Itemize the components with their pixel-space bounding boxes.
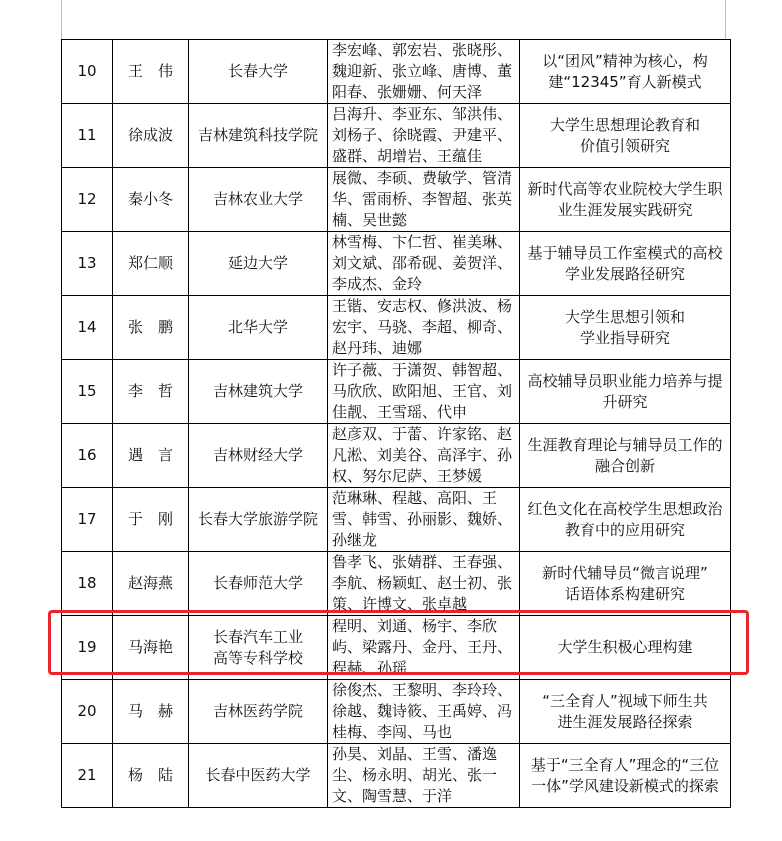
project-title-cell [520,104,731,168]
institution-cell-line: 延边大学 [227,254,288,272]
project-title-cell-line: 进生涯发展路径探索 [557,712,693,731]
institution-cell-line: 吉林建筑科技学院 [197,126,318,144]
team-members-cell: 徐俊杰、王黎明、李玲玲、徐越、魏诗筱、王禹婷、冯桂梅、李闯、马也 [328,680,520,744]
team-members-cell: 鲁孝飞、张婧群、王春强、李航、杨颖虹、赵士初、张策、许博文、张卓越 [328,552,520,616]
leader-name-cell: 张 鹏 [113,296,189,360]
project-table-body [62,40,731,808]
leader-name-cell: 徐成波 [113,104,189,168]
institution-cell-line: 长春大学 [227,62,288,80]
institution-cell-line: 吉林建筑大学 [212,382,303,400]
institution-cell [189,616,328,680]
leader-name-cell: 马海艳 [113,616,189,680]
row-number-cell: 15 [62,360,113,424]
project-title-cell-line: 基于辅导员工作室模式的高校学业发展路径研究 [527,243,723,283]
leader-name-cell: 于 刚 [113,488,189,552]
project-title-cell-line: 基于“三全育人”理念的“三位一体”学风建设新模式的探索 [530,755,720,795]
project-title-cell-line: 红色文化在高校学生思想政治教育中的应用研究 [527,499,723,539]
table-row [62,488,731,552]
project-title-cell [520,232,731,296]
institution-cell [189,232,328,296]
team-members-cell: 王锴、安志权、修洪波、杨宏宇、马骁、李超、柳奇、赵丹玮、迪娜 [328,296,520,360]
table-row [62,40,731,104]
institution-cell-line: 吉林财经大学 [212,446,303,464]
row-number-cell: 21 [62,744,113,808]
project-title-cell-line: 新时代高等农业院校大学生职业生涯发展实践研究 [527,179,723,219]
project-title-cell-line: 大学生思想理论教育和 [549,115,700,134]
table-row [62,232,731,296]
project-title-cell [520,168,731,232]
team-members-cell: 李宏峰、郭宏岩、张晓彤、魏迎新、张立峰、唐博、董阳春、张姗姗、何天泽 [328,40,520,104]
leader-name-cell: 遇 言 [113,424,189,488]
institution-cell [189,40,328,104]
institution-cell [189,168,328,232]
table-row [62,168,731,232]
leader-name-cell: 王 伟 [113,40,189,104]
row-number-cell: 17 [62,488,113,552]
table-row [62,744,731,808]
row-number-cell: 14 [62,296,113,360]
project-title-cell-line: 价值引领研究 [579,136,670,155]
table-row [62,360,731,424]
institution-cell [189,744,328,808]
project-title-cell [520,616,731,680]
project-title-cell [520,680,731,744]
institution-cell-line: 长春大学旅游学院 [197,510,318,528]
project-title-cell [520,296,731,360]
institution-cell-line: 长春师范大学 [212,574,303,592]
row-number-cell: 16 [62,424,113,488]
institution-cell [189,296,328,360]
row-number-cell: 12 [62,168,113,232]
team-members-cell: 赵彦双、于蕾、许家铭、赵凡淞、刘美谷、高泽宇、孙权、努尔尼萨、王梦媛 [328,424,520,488]
leader-name-cell: 郑仁顺 [113,232,189,296]
team-members-cell: 展微、李硕、费敏学、管清华、雷雨桥、李智超、张英楠、吴世懿 [328,168,520,232]
institution-cell [189,360,328,424]
leader-name-cell: 杨 陆 [113,744,189,808]
project-title-cell-line: 学业指导研究 [579,328,670,347]
institution-cell-line: 吉林农业大学 [212,190,303,208]
institution-cell [189,488,328,552]
project-title-cell-line: 以“团风”精神为核心，构建“12345”育人新模式 [542,51,708,91]
table-row [62,296,731,360]
leader-name-cell: 马 赫 [113,680,189,744]
institution-cell-line: 北华大学 [227,318,288,336]
institution-cell-line: 高等专科学校 [212,648,303,667]
project-title-cell [520,488,731,552]
row-number-cell: 10 [62,40,113,104]
project-title-cell [520,424,731,488]
table-row [62,104,731,168]
project-title-cell [520,552,731,616]
table-row [62,616,731,680]
project-title-cell-line: 高校辅导员职业能力培养与提升研究 [527,371,723,411]
institution-cell-line: 吉林医药学院 [212,702,303,720]
project-title-cell-line: 大学生积极心理构建 [557,638,693,656]
institution-cell [189,552,328,616]
institution-cell [189,104,328,168]
page-crop-mark-left [61,0,62,40]
leader-name-cell: 秦小冬 [113,168,189,232]
team-members-cell: 林雪梅、卞仁哲、崔美琳、刘文斌、邵希砚、姜贺洋、李成杰、金玲 [328,232,520,296]
leader-name-cell: 赵海燕 [113,552,189,616]
row-number-cell: 13 [62,232,113,296]
project-title-cell [520,40,731,104]
row-number-cell: 18 [62,552,113,616]
team-members-cell: 程明、刘通、杨宇、李欣屿、梁露丹、金丹、王丹、程赫、孙瑶 [328,616,520,680]
institution-cell-line: 长春中医药大学 [205,766,311,784]
table-row [62,552,731,616]
table-row [62,680,731,744]
institution-cell [189,424,328,488]
team-members-cell: 范琳琳、程越、高阳、王雪、韩雪、孙丽影、魏娇、孙继龙 [328,488,520,552]
team-members-cell: 许子薇、于潇贺、韩智超、马欣欣、欧阳旭、王官、刘佳靓、王雪瑶、代申 [328,360,520,424]
institution-cell [189,680,328,744]
team-members-cell: 吕海升、李亚东、邹洪伟、刘杨子、徐晓霞、尹建平、盛群、胡增岩、王蕴佳 [328,104,520,168]
project-title-cell-line: “三全育人”视域下师生共 [542,691,708,710]
project-title-cell-line: 大学生思想引领和 [564,307,685,326]
institution-cell-line: 长春汽车工业 [212,627,303,646]
leader-name-cell: 李 哲 [113,360,189,424]
project-table [61,39,731,808]
table-row [62,424,731,488]
project-title-cell-line: 生涯教育理论与辅导员工作的融合创新 [527,435,723,475]
row-number-cell: 20 [62,680,113,744]
team-members-cell: 孙昊、刘晶、王雪、潘逸尘、杨永明、胡光、张一文、陶雪慧、于洋 [328,744,520,808]
project-title-cell-line: 新时代辅导员“微言说理” [542,563,708,582]
row-number-cell: 11 [62,104,113,168]
project-title-cell [520,360,731,424]
page-crop-mark-right [725,0,726,40]
project-title-cell-line: 话语体系构建研究 [564,584,685,603]
row-number-cell: 19 [62,616,113,680]
project-title-cell [520,744,731,808]
